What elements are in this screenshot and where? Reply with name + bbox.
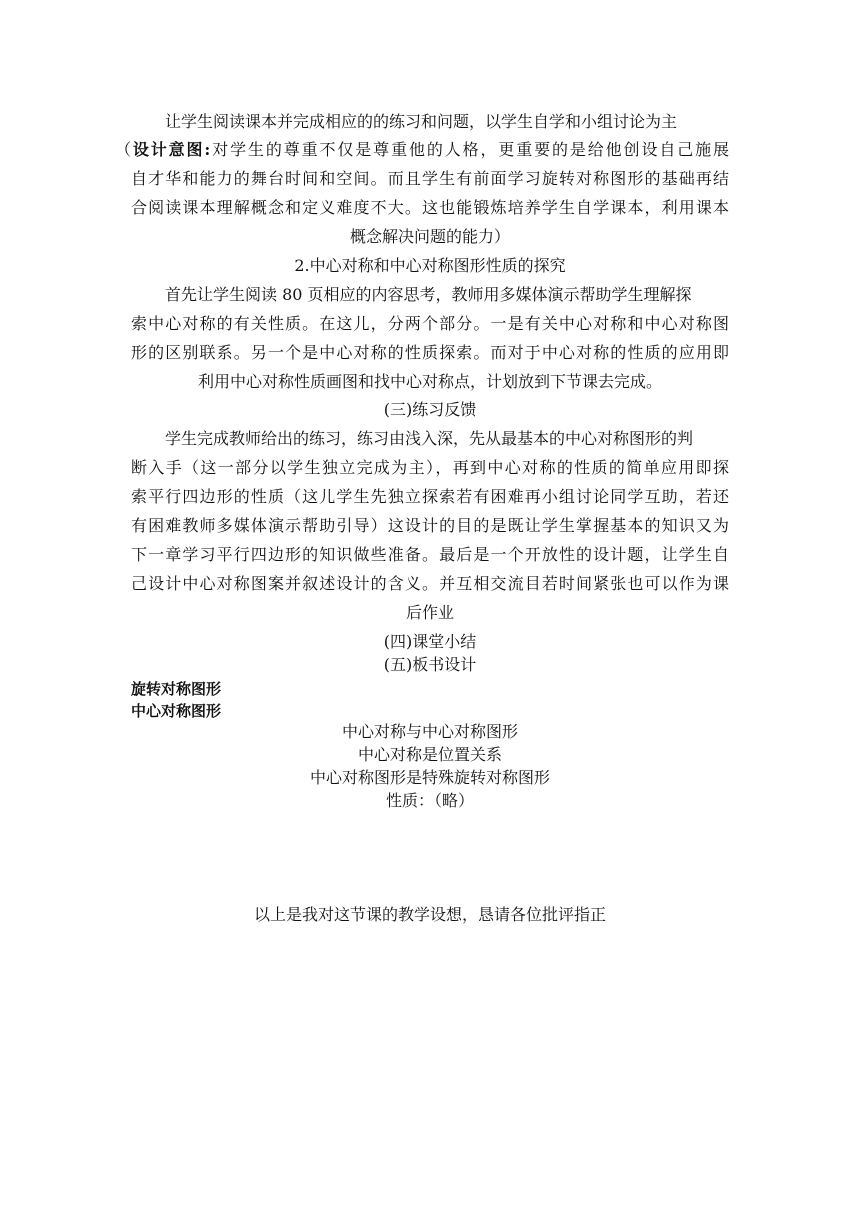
paragraph-line: 利用中心对称性质画图和找中心对称点，计划放到下节课去完成。 (197, 372, 662, 391)
paragraph-line: 概念解决问题的能力） (349, 227, 510, 246)
board-left-label: 中心对称图形 (131, 702, 222, 720)
section-heading: (四)课堂小结 (383, 632, 477, 651)
board-center-line: 中心对称是位置关系 (357, 745, 502, 764)
paragraph-line: 后作业 (405, 603, 454, 622)
design-intent-line (115, 137, 729, 163)
paragraph-line: 合阅读课本理解概念和定义难度不大。这也能锻炼培养学生自学课本，利用课本 (131, 198, 729, 217)
section-heading: (五)板书设计 (383, 655, 477, 674)
paragraph-line: 下一章学习平行四边形的知识做些准备。最后是一个开放性的设计题，让学生自 (131, 545, 729, 564)
paragraph-line: 形的区别联系。另一个是中心对称的性质探索。而对于中心对称的性质的应用即 (131, 343, 729, 362)
board-center-line: 中心对称图形是特殊旋转对称图形 (309, 768, 550, 787)
paragraph-line: 有困难教师多媒体演示帮助引导）这设计的目的是既让学生掌握基本的知识又为 (131, 516, 729, 535)
board-center-line: 性质：（略） (385, 791, 474, 810)
paragraph-line: 断入手（这一部分以学生独立完成为主），再到中心对称的性质的简单应用即探 (131, 458, 729, 477)
paragraph-line: 己设计中心对称图案并叙述设计的含义。并互相交流目若时间紧张也可以作为课 (131, 574, 729, 593)
paragraph-line: 首先让学生阅读 80 页相应的内容思考，教师用多媒体演示帮助学生理解探 (165, 285, 692, 304)
paragraph-line: 索中心对称的有关性质。在这儿，分两个部分。一是有关中心对称和中心对称图 (131, 314, 729, 333)
section-heading: (三)练习反馈 (383, 400, 477, 419)
board-center-line: 中心对称与中心对称图形 (341, 722, 518, 741)
design-intent-text: 对学生的尊重不仅是尊重他的人格，更重要的是给他创设自己施展 (210, 140, 729, 159)
paragraph-line: 学生完成教师给出的练习，练习由浅入深，先从最基本的中心对称图形的判 (165, 429, 694, 448)
paragraph-line: 自才华和能力的舞台时间和空间。而且学生有前面学习旋转对称图形的基础再结 (131, 169, 729, 188)
section-heading: 2.中心对称和中心对称图形性质的探究 (294, 256, 566, 275)
closing-line: 以上是我对这节课的教学设想，恳请各位批评指正 (253, 905, 606, 924)
board-left-label: 旋转对称图形 (131, 680, 222, 698)
design-intent-label: 设计意图: (132, 140, 211, 159)
paragraph-line: 让学生阅读课本并完成相应的的练习和问题，以学生自学和小组讨论为主 (165, 112, 678, 131)
paragraph-line: 索平行四边形的性质（这儿学生先独立探索若有困难再小组讨论同学互助，若还 (131, 487, 729, 506)
design-intent-paren: （ (115, 140, 133, 159)
